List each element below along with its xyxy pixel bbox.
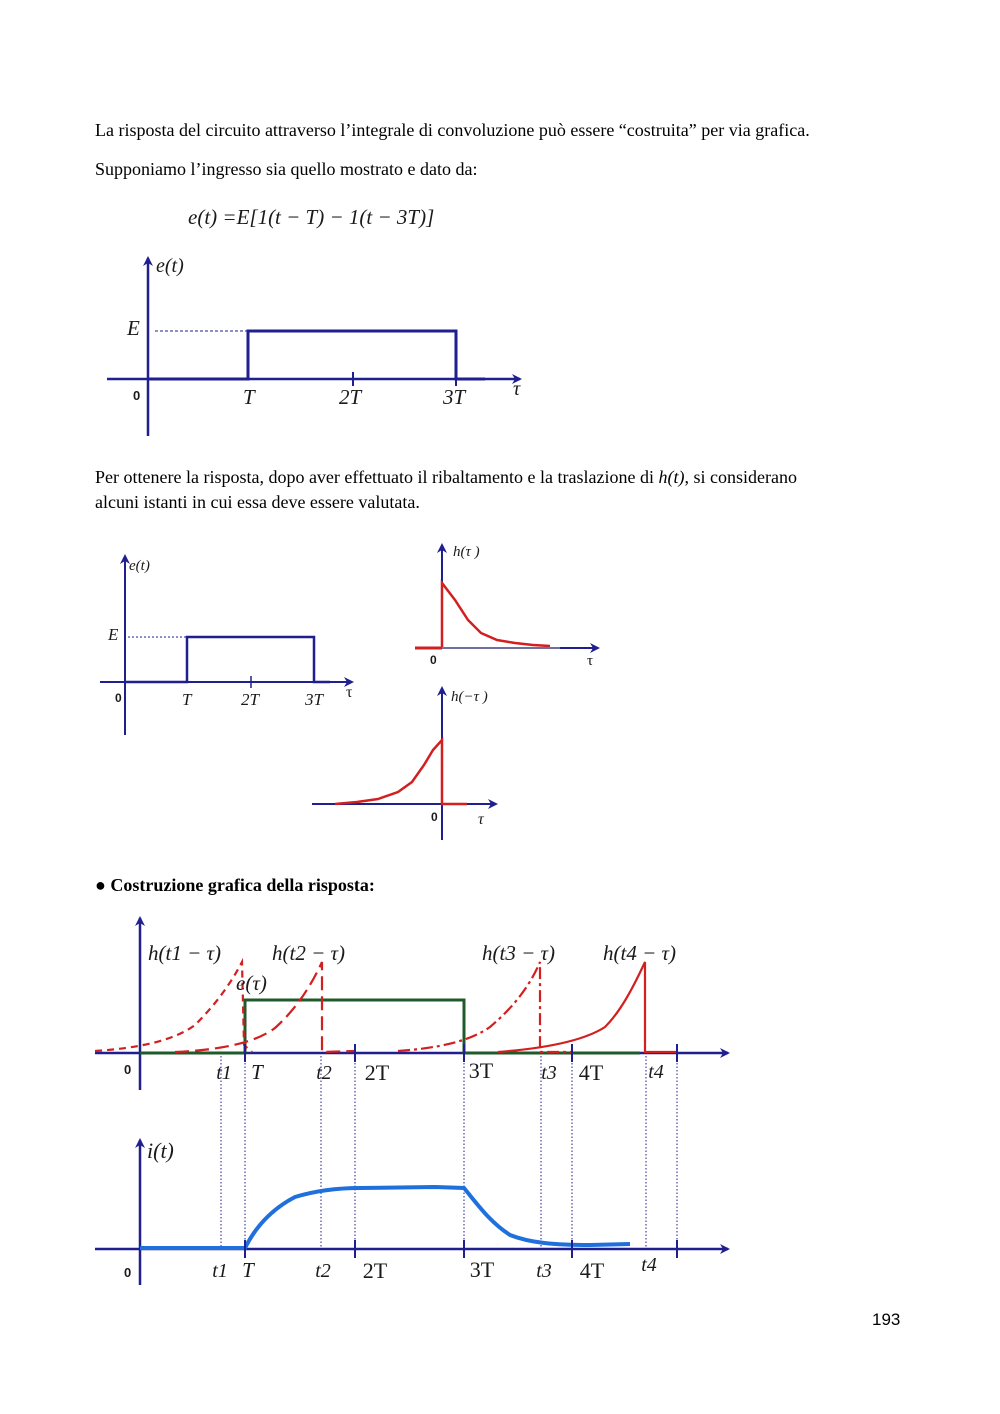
fig2h-y-label: h(τ ) bbox=[453, 544, 480, 560]
fig3-bottom-tick-label-t4: t4 bbox=[641, 1254, 657, 1276]
fig1-y-label: e(t) bbox=[156, 255, 184, 277]
figure-3-convolution-construction bbox=[95, 918, 728, 1250]
figure-1-input-signal bbox=[107, 255, 521, 436]
fig3-bottom-tick-label-t3: t3 bbox=[536, 1260, 552, 1282]
fig1-origin-label: 0 bbox=[133, 388, 141, 403]
fig3-top-tick-label-t1: t1 bbox=[216, 1062, 232, 1084]
fig3-top-tick-label-3T: 3T bbox=[468, 1058, 494, 1083]
fig3-top-tick-label-t2: t2 bbox=[316, 1062, 332, 1084]
fig2hm-curve bbox=[335, 740, 467, 804]
fig2hm-origin-label: 0 bbox=[431, 810, 438, 824]
intro-paragraph: La risposta del circuito attraverso l’integrale di convoluzione può essere “costruita” per via grafica. bbox=[95, 120, 810, 140]
fig3-output-curve bbox=[140, 1187, 630, 1248]
fig3-bottom-tick-label-T: T bbox=[242, 1258, 254, 1282]
method-ht: h(t) bbox=[658, 467, 685, 487]
fig3-top-tick-label-T: T bbox=[251, 1060, 263, 1084]
fig2h-origin-label: 0 bbox=[430, 653, 437, 667]
fig3-h-t1-curve bbox=[95, 962, 252, 1052]
fig3-label-h-t1: h(t1 − τ) bbox=[148, 941, 222, 965]
fig2hm-x-label: τ bbox=[478, 811, 484, 828]
fig3-top-tick-label-2T: 2T bbox=[364, 1060, 390, 1085]
fig2e-y-label: e(t) bbox=[129, 558, 150, 574]
fig3-top-tick-label-t3: t3 bbox=[541, 1062, 557, 1084]
fig3-top-origin-label: 0 bbox=[124, 1062, 132, 1077]
fig2e-x-label: τ bbox=[346, 684, 353, 701]
fig1-pulse bbox=[148, 331, 485, 379]
fig3-h-t3-curve bbox=[398, 962, 572, 1052]
fig3-label-h-t2: h(t2 − τ) bbox=[272, 941, 346, 965]
figure-2-left-input bbox=[100, 556, 353, 735]
fig3-input-pulse bbox=[140, 1000, 640, 1053]
fig3-bottom-tick-label-3T: 3T bbox=[469, 1257, 495, 1282]
fig2e-level-label: E bbox=[108, 625, 119, 644]
fig3-bottom-origin-label: 0 bbox=[124, 1265, 132, 1280]
method-text-a: Per ottenere la risposta, dopo aver effettuato il ribaltamento e la traslazione di bbox=[95, 467, 659, 487]
fig3-bottom-y-label: i(t) bbox=[147, 1138, 174, 1163]
fig2h-x-label: τ bbox=[587, 653, 594, 669]
fig3-bottom-tick-label-4T: 4T bbox=[579, 1258, 605, 1283]
fig2e-origin-label: 0 bbox=[115, 691, 122, 705]
page-number: 193 bbox=[872, 1310, 901, 1329]
section-heading: ● Costruzione grafica della risposta: bbox=[95, 875, 375, 895]
figure-2-impulse-response bbox=[415, 544, 598, 669]
fig2hm-y-label: h(−τ ) bbox=[451, 689, 488, 705]
fig1-x-label: τ bbox=[513, 378, 521, 400]
fig3-bottom-tick-label-2T: 2T bbox=[362, 1258, 388, 1283]
input-paragraph: Supponiamo l’ingresso sia quello mostrato e dato da: bbox=[95, 159, 478, 179]
fig3-top-tick-label-t4: t4 bbox=[648, 1061, 664, 1083]
figure-3-output-response bbox=[95, 1138, 728, 1285]
fig1-tick-label-T: T bbox=[243, 385, 255, 409]
fig2e-tick-label-T: T bbox=[182, 690, 192, 709]
fig3-h-t4-curve bbox=[498, 962, 676, 1052]
fig2h-curve bbox=[442, 583, 550, 648]
fig1-level-label: E bbox=[127, 316, 140, 340]
fig2e-tick-label-2T: 2T bbox=[241, 690, 259, 709]
fig1-tick-label-2T: 2T bbox=[339, 385, 362, 409]
fig3-bottom-tick-label-t1: t1 bbox=[212, 1260, 228, 1282]
method-text-c: alcuni istanti in cui essa deve essere valutata. bbox=[95, 492, 420, 512]
fig2e-pulse bbox=[125, 637, 330, 682]
equation: e(t) =E[1(t − T) − 1(t − 3T)] bbox=[188, 205, 435, 229]
fig3-label-h-t3: h(t3 − τ) bbox=[482, 941, 556, 965]
fig3-bottom-tick-label-t2: t2 bbox=[315, 1260, 331, 1282]
fig1-tick-label-3T: 3T bbox=[443, 385, 466, 409]
figure-2-flipped-impulse-response bbox=[312, 688, 496, 840]
fig3-label-h-t4: h(t4 − τ) bbox=[603, 941, 677, 965]
fig3-guides bbox=[221, 1056, 677, 1250]
method-text-b: , si considerano bbox=[684, 467, 797, 487]
fig3-label-e-tau: e(τ) bbox=[236, 971, 267, 995]
fig3-top-tick-label-4T: 4T bbox=[578, 1060, 604, 1085]
fig2e-tick-label-3T: 3T bbox=[305, 690, 323, 709]
